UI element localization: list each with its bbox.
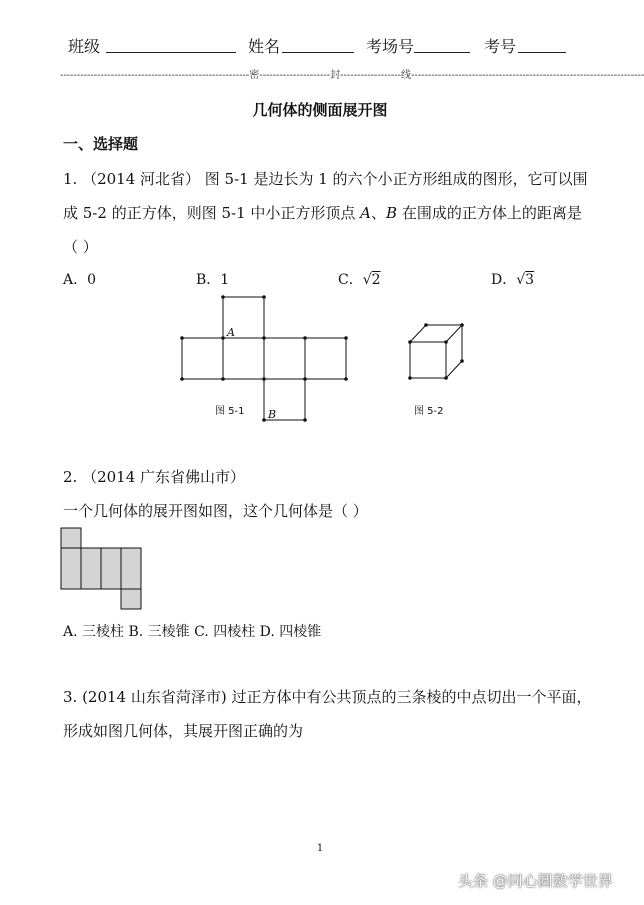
class-label: 班级 — [68, 37, 101, 56]
page-number: 1 — [316, 843, 324, 854]
q1-option-c-label: C． — [338, 272, 363, 288]
q3-line2: 形成如图几何体，其展开图正确的为 — [63, 722, 304, 740]
q1-line1: 1. （2014 河北省） 图 5-1 是边长为 1 的六个小正方形组成的图形，它可以围 — [63, 170, 588, 188]
q1-answer-paren: （ ） — [63, 238, 98, 256]
q1-option-d-label: D． — [491, 272, 517, 288]
watermark: 头条 @同心圆数学世界 — [458, 872, 613, 890]
net-point-b-label: B — [268, 408, 277, 421]
q1-option-b[interactable]: B．1 — [196, 272, 230, 288]
q3-line1: 3. (2014 山东省菏泽市) 过正方体中有公共顶点的三条棱的中点切出一个平面， — [63, 688, 592, 706]
q2-net-panel-4 — [121, 548, 141, 589]
sqrt-symbol: √ — [362, 272, 372, 288]
q1-option-c-value: 2 — [371, 272, 381, 288]
q1-point-b-text: B — [386, 204, 398, 222]
q1-line2-text: 成 5-2 的正方体，则图 5-1 中小正方形顶点 — [63, 204, 361, 222]
q2-options[interactable]: A. 三棱柱 B. 三棱锥 C. 四棱柱 D. 四棱锥 — [63, 624, 322, 640]
q2-net-bottom-square — [121, 589, 141, 609]
q2-net-panel-1 — [61, 548, 81, 589]
q2-text: 一个几何体的展开图如图，这个几何体是（ ） — [63, 502, 368, 520]
room-label: 考场号 — [366, 37, 415, 56]
q2-net-panel-2 — [81, 548, 101, 589]
q1-option-a[interactable]: A．0 — [63, 272, 97, 288]
q2-net-top-square — [61, 528, 81, 548]
q1-option-d-value: 3 — [525, 272, 535, 288]
figure-5-1-caption: 图 5-1 — [215, 406, 245, 417]
q1-point-a-text: A — [360, 204, 371, 222]
figure-5-2-caption: 图 5-2 — [414, 406, 444, 417]
q1-line2-sep: 、 — [371, 204, 387, 222]
page-title: 几何体的侧面展开图 — [252, 101, 388, 119]
number-label: 考号 — [484, 37, 517, 56]
seal-line: --------------------------------------------------------密---------------------封------------------线--------------------------------------------------------------------- — [60, 70, 644, 81]
net-point-a-label: A — [227, 326, 235, 339]
section-heading: 一、选择题 — [63, 135, 139, 153]
q2-header: 2. （2014 广东省佛山市） — [63, 468, 246, 486]
name-label: 姓名 — [248, 37, 281, 56]
sqrt-symbol: √ — [516, 272, 526, 288]
q2-net-panel-3 — [101, 548, 121, 589]
q1-line2-tail: 在围成的正方体上的距离是 — [397, 204, 582, 222]
